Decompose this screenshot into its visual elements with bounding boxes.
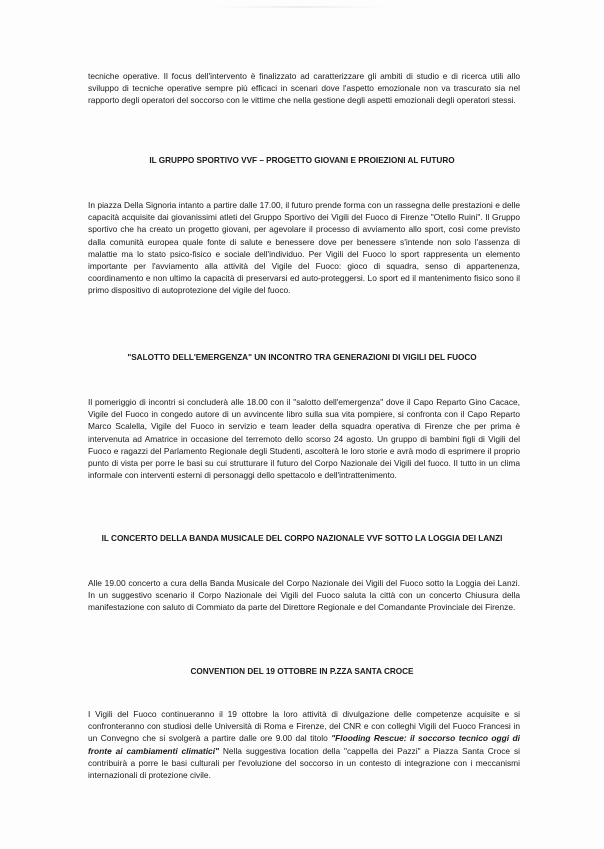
section-heading-gruppo-sportivo: IL GRUPPO SPORTIVO VVF – PROGETTO GIOVANI E PROIEZIONI AL FUTURO (149, 156, 455, 165)
convention-text-part1: I Vigili del Fuoco continueranno il 19 ottobre la loro attività di divulgazione delle competenze acquisite e si confronteranno con studiosi delle Università di Roma e Firenze, del CNR e con colleghi Vigili del Fuoco Francesi in un Convegno che si svolgerà a partire dalle ore 9.00 dal titolo (88, 709, 520, 744)
convention-title: "Flooding Rescue: il soccorso tecnico oggi di fronte ai cambiamenti climatici" (88, 733, 520, 756)
section-body-gruppo-sportivo: In piazza Della Signoria intanto a partire dalle 17.00, il futuro prende forma con un rassegna delle prestazioni e delle capacità acquisite dai giovanissimi atleti del Gruppo Sportivo dei Vigili del Fuoco di Firenze "Otello Ruini". Il Gruppo sportivo che ha creato un progetto giovani, per agevolare il processo di avviamento allo sport, così come previsto dalla comunità europea quale fonte di salute e benessere dove per benessere s'intende non solo l'assenza di malattie ma lo stato psico-fisico e sociale dell'individuo. Per Vigili del Fuoco lo sport rappresenta un elemento importante per l'avviamento alla attività del Vigile del Fuoco: gioco di squadra, senso di appartenenza, coordinamento e non ultimo la capacità di preservarsi ed auto-proteggersi. Lo sport ed il mantenimento fisico sono il primo dispositivo di autoprotezione del vigile del fuoco. (88, 200, 520, 296)
section-heading-convention: CONVENTION DEL 19 OTTOBRE IN P.ZZA SANTA CROCE (190, 667, 414, 676)
convention-text-part2: Nella suggestiva location della "cappella dei Pazzi" a Piazza Santa Croce si contribuirà a porre le basi culturali per l'evoluzione del soccorso in un contesto di integrazione con i meccanismi internazionali di protezione civile. (88, 745, 520, 781)
section-body-convention (88, 708, 520, 781)
scan-artifact (210, 6, 390, 8)
section-body-concerto: Alle 19.00 concerto a cura della Banda Musicale del Corpo Nazionale dei Vigili del Fuoco sotto la Loggia dei Lanzi. In un suggestivo scenario il Corpo Nazionale dei Vigili del Fuoco saluta la città con un concerto Chiusura della manifestazione con saluto di Commiato da parte del Direttore Regionale e del Comandante Provinciale dei Firenze. (88, 578, 520, 613)
section-body-salotto: Il pomeriggio di incontri si concluderà alle 18.00 con il "salotto dell'emergenza" dove il Capo Reparto Gino Cacace, Vigile del Fuoco in congedo autore di un avvincente libro sulla sua vita pompiere, si confronta con il Capo Reparto Marco Scalella, Vigile del Fuoco in servizio e team leader della squadra operativa di Firenze che per prima è intervenuta ad Amatrice in occasione del terremoto dello scorso 24 agosto. Un gruppo di bambini figli di Vigili del Fuoco e ragazzi del Parlamento Regionale degli Studenti, ascolterà le loro storie e avrà modo di esprimere il proprio punto di vista per porre le basi su cui strutturare il futuro del Corpo Nazionale dei Vigili del fuoco. Il tutto in un clima informale con interventi esterni di personaggi dello spettacolo e dell'intrattenimento. (88, 397, 520, 481)
section-heading-salotto: "SALOTTO DELL'EMERGENZA" UN INCONTRO TRA GENERAZIONI DI VIGILI DEL FUOCO (127, 353, 477, 362)
section-heading-concerto: IL CONCERTO DELLA BANDA MUSICALE DEL CORPO NAZIONALE VVF SOTTO LA LOGGIA DEI LANZI (101, 534, 503, 543)
intro-paragraph: tecniche operative. Il focus dell'intervento è finalizzato ad caratterizzare gli ambiti di studio e di ricerca utili allo sviluppo di tecniche operative sempre più efficaci in scenari dove l'aspetto emozionale non va trascurato sia nel rapporto degli operatori del soccorso con le vittime che nella gestione degli aspetti emozionali degli operatori stessi. (88, 71, 520, 106)
